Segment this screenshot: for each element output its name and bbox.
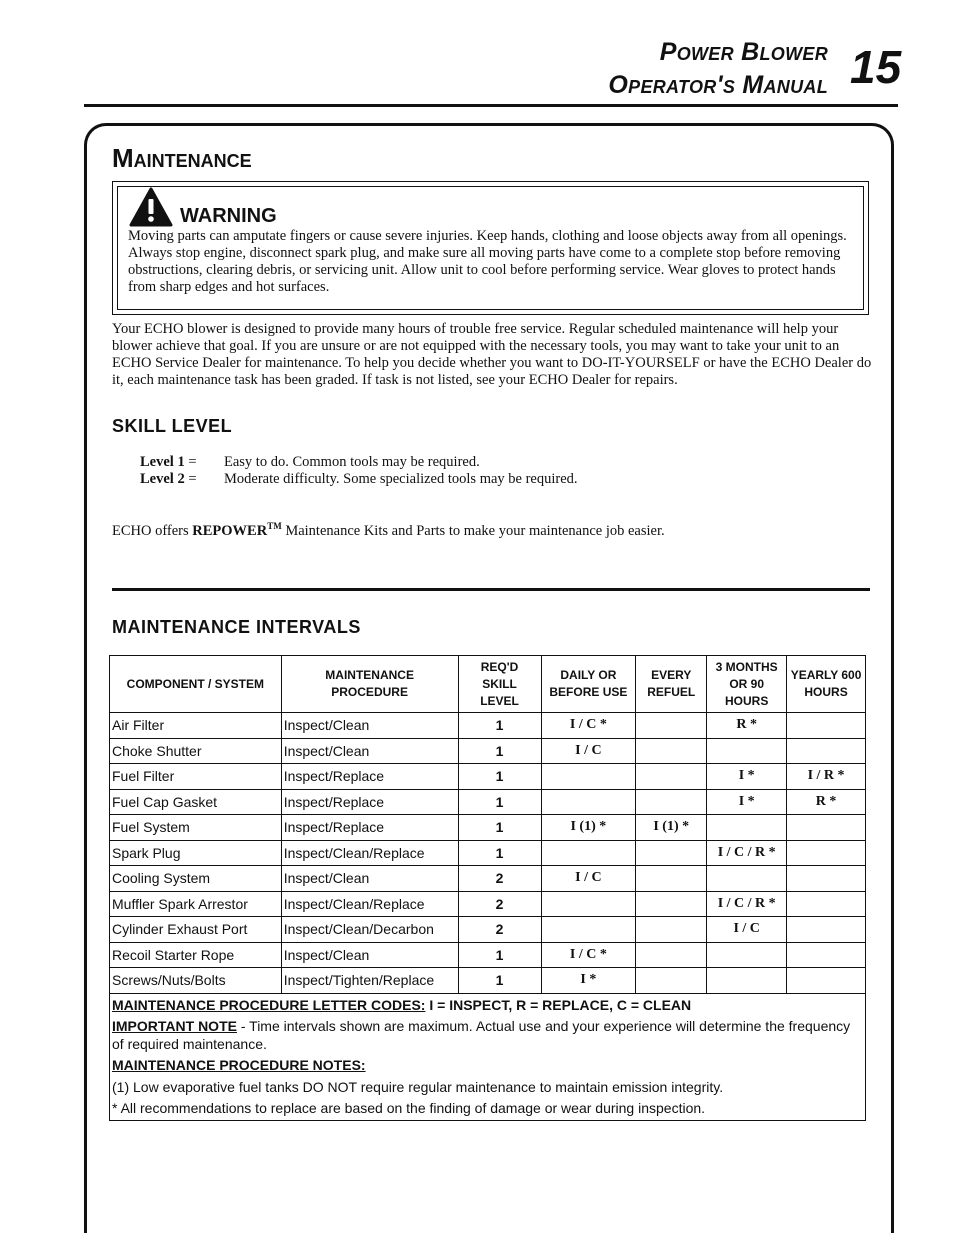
- cell-yearly: [787, 866, 866, 892]
- column-header-3-months: 3 MONTHS OR 90 HOURS: [707, 656, 787, 713]
- trademark-mark: TM: [267, 521, 282, 531]
- cell-component: Cooling System: [110, 866, 282, 892]
- cell-skill-level: 1: [458, 713, 541, 739]
- cell-skill-level: 1: [458, 815, 541, 841]
- cell-3-months: I / C: [707, 917, 787, 943]
- skill-level-separator: =: [188, 454, 197, 470]
- table-row: [110, 891, 866, 917]
- cell-daily: [541, 764, 636, 790]
- warning-heading: WARNING: [180, 205, 277, 227]
- cell-daily: [541, 840, 636, 866]
- cell-procedure: Inspect/Tighten/Replace: [281, 968, 458, 994]
- table-row: [110, 866, 866, 892]
- cell-skill-level: 2: [458, 917, 541, 943]
- page-number: 15: [850, 41, 902, 93]
- manual-title-line2: Operator's Manual: [608, 71, 828, 99]
- cell-procedure: Inspect/Replace: [281, 764, 458, 790]
- repower-prefix: ECHO offers: [112, 522, 193, 539]
- cell-procedure: Inspect/Replace: [281, 815, 458, 841]
- cell-procedure: Inspect/Clean: [281, 713, 458, 739]
- section-divider: [112, 588, 870, 591]
- cell-every-refuel: [636, 789, 707, 815]
- cell-component: Air Filter: [110, 713, 282, 739]
- cell-procedure: Inspect/Clean/Replace: [281, 891, 458, 917]
- cell-3-months: I / C / R *: [707, 840, 787, 866]
- cell-3-months: [707, 815, 787, 841]
- cell-every-refuel: [636, 738, 707, 764]
- manual-title-line1: Power Blower: [659, 38, 828, 66]
- cell-daily: I / C *: [541, 942, 636, 968]
- letter-codes-label: MAINTENANCE PROCEDURE LETTER CODES:: [112, 996, 426, 1013]
- cell-skill-level: 1: [458, 764, 541, 790]
- cell-procedure: Inspect/Clean/Replace: [281, 840, 458, 866]
- skill-level-heading: SKILL LEVEL: [112, 416, 233, 436]
- skill-level-description: Easy to do. Common tools may be required.: [224, 454, 480, 470]
- cell-every-refuel: [636, 764, 707, 790]
- skill-level-separator: =: [188, 471, 197, 487]
- cell-daily: I / C *: [541, 713, 636, 739]
- cell-yearly: R *: [787, 789, 866, 815]
- skill-level-description: Moderate difficulty. Some specialized tools may be required.: [224, 471, 578, 487]
- cell-every-refuel: [636, 840, 707, 866]
- cell-yearly: [787, 713, 866, 739]
- maintenance-intervals-heading: MAINTENANCE INTERVALS: [112, 617, 361, 637]
- cell-3-months: [707, 738, 787, 764]
- cell-procedure: Inspect/Replace: [281, 789, 458, 815]
- cell-component: Muffler Spark Arrestor: [110, 891, 282, 917]
- cell-component: Fuel Filter: [110, 764, 282, 790]
- table-row: [110, 738, 866, 764]
- cell-every-refuel: [636, 968, 707, 994]
- table-row: [110, 840, 866, 866]
- table-row: [110, 713, 866, 739]
- table-body: [110, 713, 866, 994]
- cell-daily: [541, 917, 636, 943]
- cell-procedure: Inspect/Clean/Decarbon: [281, 917, 458, 943]
- header-divider: [84, 104, 898, 107]
- procedure-notes-label-text: MAINTENANCE PROCEDURE NOTES:: [112, 1056, 366, 1073]
- skill-level-label: Level 1: [140, 454, 185, 470]
- cell-procedure: Inspect/Clean: [281, 942, 458, 968]
- column-header-procedure: MAINTENANCE PROCEDURE: [281, 656, 458, 713]
- letter-codes-text: I = INSPECT, R = REPLACE, C = CLEAN: [425, 996, 692, 1013]
- cell-skill-level: 1: [458, 738, 541, 764]
- warning-box: [112, 181, 869, 315]
- cell-every-refuel: [636, 917, 707, 943]
- table-row: [110, 942, 866, 968]
- table-header-row: [110, 656, 866, 713]
- skill-level-row: [140, 454, 480, 471]
- cell-3-months: I / C / R *: [707, 891, 787, 917]
- cell-procedure: Inspect/Clean: [281, 738, 458, 764]
- column-header-component: COMPONENT / SYSTEM: [110, 656, 282, 713]
- table-notes: [110, 993, 866, 1120]
- repower-note: [112, 521, 665, 540]
- cell-every-refuel: [636, 713, 707, 739]
- cell-component: Choke Shutter: [110, 738, 282, 764]
- cell-3-months: [707, 866, 787, 892]
- cell-every-refuel: [636, 866, 707, 892]
- cell-yearly: [787, 968, 866, 994]
- cell-daily: [541, 789, 636, 815]
- cell-every-refuel: [636, 942, 707, 968]
- cell-component: Screws/Nuts/Bolts: [110, 968, 282, 994]
- table-row: [110, 815, 866, 841]
- warning-text: Moving parts can amputate fingers or cause severe injuries. Keep hands, clothing and loose objects away from all openings. Always stop engine, disconnect spark plug, and make sure all moving parts have come to a complete stop before removing obstructions, clearing debris, or servicing unit. Allow unit to cool before performing service. Wear gloves to protect hands from sharp edges and hot surfaces.: [128, 228, 847, 295]
- cell-every-refuel: [636, 891, 707, 917]
- cell-daily: I / C: [541, 866, 636, 892]
- cell-yearly: I / R *: [787, 764, 866, 790]
- table-row: [110, 764, 866, 790]
- important-note: [112, 1017, 863, 1053]
- maintenance-intervals-table: [109, 655, 866, 1121]
- procedure-note-1: (1) Low evaporative fuel tanks DO NOT require regular maintenance to maintain emission integrity.: [112, 1078, 724, 1095]
- cell-daily: I (1) *: [541, 815, 636, 841]
- cell-component: Fuel Cap Gasket: [110, 789, 282, 815]
- cell-yearly: [787, 738, 866, 764]
- repower-suffix: Maintenance Kits and Parts to make your maintenance job easier.: [281, 522, 665, 539]
- cell-procedure: Inspect/Clean: [281, 866, 458, 892]
- column-header-daily: DAILY OR BEFORE USE: [541, 656, 636, 713]
- skill-level-label: Level 2: [140, 471, 185, 487]
- procedure-notes-label: [112, 1056, 863, 1074]
- cell-yearly: [787, 917, 866, 943]
- procedure-note-2: * All recommendations to replace are based on the finding of damage or wear during inspection.: [112, 1099, 706, 1116]
- cell-skill-level: 2: [458, 866, 541, 892]
- warning-triangle-icon: [129, 187, 173, 227]
- cell-yearly: [787, 815, 866, 841]
- intro-paragraph: Your ECHO blower is designed to provide many hours of trouble free service. Regular scheduled maintenance will help your blower achieve that goal. If you are unsure or are not equipped with the necessary tools, you may want to take your unit to an ECHO Service Dealer for maintenance. To help you decide whether you want to DO-IT-YOURSELF or have the ECHO Dealer do it, each maintenance task has been graded. If task is not listed, see your ECHO Dealer for repairs.: [112, 321, 872, 388]
- cell-daily: I *: [541, 968, 636, 994]
- table-notes-row: [110, 993, 866, 1120]
- cell-3-months: I *: [707, 789, 787, 815]
- cell-skill-level: 2: [458, 891, 541, 917]
- cell-3-months: I *: [707, 764, 787, 790]
- cell-every-refuel: I (1) *: [636, 815, 707, 841]
- letter-codes-note: [112, 996, 863, 1014]
- cell-3-months: [707, 968, 787, 994]
- cell-3-months: R *: [707, 713, 787, 739]
- cell-skill-level: 1: [458, 840, 541, 866]
- column-header-skill-level: REQ'D SKILL LEVEL: [458, 656, 541, 713]
- table-row: [110, 917, 866, 943]
- table-row: [110, 789, 866, 815]
- cell-yearly: [787, 840, 866, 866]
- cell-component: Recoil Starter Rope: [110, 942, 282, 968]
- cell-daily: [541, 891, 636, 917]
- repower-brand: REPOWER: [192, 522, 268, 539]
- important-note-label: IMPORTANT NOTE: [112, 1017, 237, 1034]
- cell-component: Fuel System: [110, 815, 282, 841]
- cell-yearly: [787, 942, 866, 968]
- skill-level-row: [140, 471, 578, 488]
- important-note-text: - Time intervals shown are maximum. Actual use and your experience will determine the frequency of required maintenance.: [112, 1017, 851, 1052]
- cell-skill-level: 1: [458, 789, 541, 815]
- column-header-refuel: EVERY REFUEL: [636, 656, 707, 713]
- cell-yearly: [787, 891, 866, 917]
- cell-skill-level: 1: [458, 968, 541, 994]
- cell-3-months: [707, 942, 787, 968]
- cell-component: Cylinder Exhaust Port: [110, 917, 282, 943]
- manual-title: [608, 36, 828, 102]
- cell-component: Spark Plug: [110, 840, 282, 866]
- cell-skill-level: 1: [458, 942, 541, 968]
- column-header-yearly: YEARLY 600 HOURS: [787, 656, 866, 713]
- section-title: Maintenance: [112, 143, 252, 173]
- cell-daily: I / C: [541, 738, 636, 764]
- table-row: [110, 968, 866, 994]
